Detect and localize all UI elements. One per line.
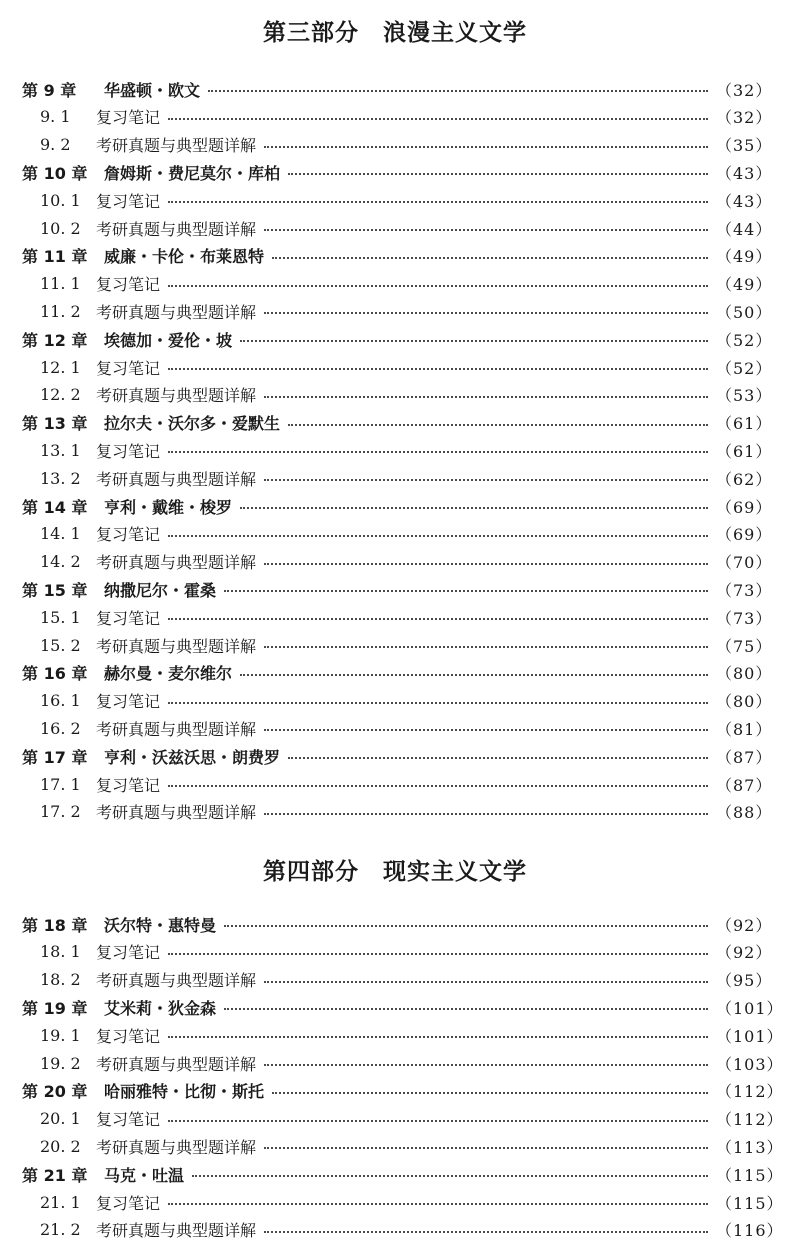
dot-leader <box>168 1203 708 1205</box>
dot-leader <box>168 953 708 955</box>
page-number: （73） <box>716 608 773 628</box>
dot-leader <box>264 229 708 231</box>
section-title: 考研真题与典型题详解 <box>96 553 257 573</box>
chapter-number: 第 19 章 <box>22 998 88 1018</box>
page-number: （81） <box>716 719 773 739</box>
section-title: 复习笔记 <box>96 608 161 628</box>
chapter-number: 第 16 章 <box>22 664 88 684</box>
chapter-title: 艾米莉・狄金森 <box>104 998 217 1018</box>
page-number: （87） <box>716 747 773 767</box>
section-number: 15. 1 <box>40 607 81 627</box>
section-number: 9. 1 <box>40 107 71 127</box>
section-number: 9. 2 <box>40 135 71 155</box>
chapter-title: 马克・吐温 <box>104 1165 185 1185</box>
chapter-title: 亨利・沃兹沃思・朗费罗 <box>104 747 281 767</box>
dot-leader <box>288 173 708 175</box>
dot-leader <box>264 563 708 565</box>
section-title: 复习笔记 <box>96 358 161 378</box>
dot-leader <box>168 201 708 203</box>
dot-leader <box>264 396 708 398</box>
dot-leader <box>264 479 708 481</box>
section-number: 12. 2 <box>40 385 81 405</box>
dot-leader <box>240 340 708 342</box>
toc-section-entry[interactable] <box>22 716 773 740</box>
section-number: 18. 2 <box>40 970 81 990</box>
section-number: 20. 2 <box>40 1136 81 1156</box>
section-title: 复习笔记 <box>96 1193 161 1213</box>
chapter-title: 詹姆斯・费尼莫尔・库柏 <box>104 163 281 183</box>
page-number: （80） <box>716 664 773 684</box>
dot-leader <box>224 1008 708 1010</box>
page-number: （69） <box>716 525 773 545</box>
page-number: （62） <box>716 469 773 489</box>
chapter-number: 第 21 章 <box>22 1165 88 1185</box>
dot-leader <box>168 618 708 620</box>
toc-section-entry[interactable] <box>22 1218 784 1242</box>
toc-chapter-entry[interactable] <box>22 327 773 351</box>
toc-section-entry[interactable] <box>22 605 773 629</box>
dot-leader <box>168 1120 708 1122</box>
toc-section-entry[interactable] <box>22 216 773 240</box>
dot-leader <box>264 729 708 731</box>
page-number: （32） <box>716 80 773 100</box>
section-number: 18. 1 <box>40 942 81 962</box>
section-number: 17. 2 <box>40 802 81 822</box>
section-title: 复习笔记 <box>96 775 161 795</box>
toc-section-entry[interactable] <box>22 550 773 574</box>
toc-section-entry[interactable] <box>22 1107 784 1131</box>
section-number: 11. 1 <box>40 274 81 294</box>
chapter-title: 华盛顿・欧文 <box>104 80 201 100</box>
page-number: （92） <box>716 943 773 963</box>
section-number: 16. 1 <box>40 691 81 711</box>
section-number: 21. 1 <box>40 1192 81 1212</box>
page-number: （52） <box>716 358 773 378</box>
page-number: （92） <box>716 915 773 935</box>
toc-section-entry[interactable] <box>22 272 773 296</box>
section-title: 复习笔记 <box>96 108 161 128</box>
dot-leader <box>264 312 708 314</box>
page-number: （69） <box>716 497 773 517</box>
toc-section-entry[interactable] <box>22 689 773 713</box>
page-number: （75） <box>716 636 773 656</box>
chapter-number: 第 9 章 <box>22 80 77 100</box>
page-number: （88） <box>716 803 773 823</box>
toc-section-entry[interactable] <box>22 133 773 157</box>
page-number: （49） <box>716 247 773 267</box>
section-title: 考研真题与典型题详解 <box>96 803 257 823</box>
part-4-title: 第四部分 现实主义文学 <box>263 858 527 885</box>
section-title: 复习笔记 <box>96 191 161 211</box>
dot-leader <box>168 785 708 787</box>
chapter-title: 拉尔夫・沃尔多・爱默生 <box>104 414 281 434</box>
section-title: 考研真题与典型题详解 <box>96 971 257 991</box>
page-number: （73） <box>716 580 773 600</box>
dot-leader <box>264 1231 708 1233</box>
page-number: （32） <box>716 108 773 128</box>
toc-section-entry[interactable] <box>22 940 773 964</box>
section-title: 复习笔记 <box>96 441 161 461</box>
page-number: （80） <box>716 692 773 712</box>
chapter-title: 纳撒尼尔・霍桑 <box>104 580 217 600</box>
dot-leader <box>224 925 708 927</box>
toc-chapter-entry[interactable] <box>22 1079 784 1103</box>
section-title: 考研真题与典型题详解 <box>96 1137 257 1157</box>
toc-section-entry[interactable] <box>22 299 773 323</box>
section-number: 19. 1 <box>40 1025 81 1045</box>
section-title: 复习笔记 <box>96 525 161 545</box>
dot-leader <box>288 424 708 426</box>
chapter-title: 亨利・戴维・梭罗 <box>104 497 233 517</box>
toc-section-entry[interactable] <box>22 466 773 490</box>
section-title: 考研真题与典型题详解 <box>96 636 257 656</box>
part-3-title: 第三部分 浪漫主义文学 <box>263 19 527 46</box>
section-title: 考研真题与典型题详解 <box>96 469 257 489</box>
page-number: （35） <box>716 136 773 156</box>
toc-section-entry[interactable] <box>22 438 773 462</box>
page-number: （50） <box>716 302 773 322</box>
section-title: 考研真题与典型题详解 <box>96 302 257 322</box>
dot-leader <box>168 368 708 370</box>
section-title: 复习笔记 <box>96 692 161 712</box>
section-number: 20. 1 <box>40 1109 81 1129</box>
chapter-title: 沃尔特・惠特曼 <box>104 915 217 935</box>
section-title: 复习笔记 <box>96 1026 161 1046</box>
page-number: （44） <box>716 219 773 239</box>
page-number: （113） <box>716 1137 784 1157</box>
dot-leader <box>240 674 708 676</box>
dot-leader <box>168 451 708 453</box>
section-title: 考研真题与典型题详解 <box>96 1221 257 1241</box>
dot-leader <box>224 590 708 592</box>
dot-leader <box>272 1092 708 1094</box>
toc-section-entry[interactable] <box>22 188 773 212</box>
toc-section-entry[interactable] <box>22 1134 784 1158</box>
page-number: （115） <box>716 1193 784 1213</box>
page-number: （112） <box>716 1082 784 1102</box>
chapter-number: 第 14 章 <box>22 497 88 517</box>
dot-leader <box>264 813 708 815</box>
toc-chapter-entry[interactable] <box>22 577 773 601</box>
section-number: 16. 2 <box>40 718 81 738</box>
section-number: 19. 2 <box>40 1053 81 1073</box>
toc-section-entry[interactable] <box>22 383 773 407</box>
dot-leader <box>168 118 708 120</box>
page-number: （53） <box>716 386 773 406</box>
section-number: 10. 2 <box>40 218 81 238</box>
toc-section-entry[interactable] <box>22 772 773 796</box>
toc-chapter-entry[interactable] <box>22 661 773 685</box>
section-number: 13. 2 <box>40 468 81 488</box>
chapter-title: 埃德加・爱伦・坡 <box>104 330 233 350</box>
toc-chapter-entry[interactable] <box>22 411 773 435</box>
dot-leader <box>168 285 708 287</box>
toc-section-entry[interactable] <box>22 1051 784 1075</box>
dot-leader <box>264 981 708 983</box>
toc-section-entry[interactable] <box>22 633 773 657</box>
chapter-number: 第 13 章 <box>22 414 88 434</box>
section-number: 17. 1 <box>40 774 81 794</box>
chapter-number: 第 11 章 <box>22 247 88 267</box>
dot-leader <box>168 1036 708 1038</box>
toc-chapter-entry[interactable] <box>22 494 773 518</box>
page-number: （70） <box>716 553 773 573</box>
toc-section-entry[interactable] <box>22 968 773 992</box>
chapter-number: 第 18 章 <box>22 915 88 935</box>
page-number: （101） <box>716 998 784 1018</box>
section-number: 13. 1 <box>40 440 81 460</box>
toc-chapter-entry[interactable] <box>22 1162 784 1186</box>
section-title: 考研真题与典型题详解 <box>96 219 257 239</box>
section-number: 21. 2 <box>40 1220 81 1240</box>
dot-leader <box>264 646 708 648</box>
page-number: （43） <box>716 163 773 183</box>
section-number: 11. 2 <box>40 301 81 321</box>
dot-leader <box>264 1147 708 1149</box>
section-title: 考研真题与典型题详解 <box>96 719 257 739</box>
dot-leader <box>192 1175 708 1177</box>
toc-section-entry[interactable] <box>22 105 773 129</box>
page-number: （112） <box>716 1110 784 1130</box>
section-number: 10. 1 <box>40 190 81 210</box>
section-title: 复习笔记 <box>96 275 161 295</box>
section-title: 复习笔记 <box>96 1110 161 1130</box>
page-number: （87） <box>716 775 773 795</box>
section-number: 14. 1 <box>40 524 81 544</box>
dot-leader <box>240 507 708 509</box>
dot-leader <box>208 90 708 92</box>
toc-chapter-entry[interactable] <box>22 77 773 101</box>
section-number: 15. 2 <box>40 635 81 655</box>
section-title: 复习笔记 <box>96 943 161 963</box>
chapter-number: 第 15 章 <box>22 580 88 600</box>
chapter-title: 赫尔曼・麦尔维尔 <box>104 664 233 684</box>
chapter-number: 第 20 章 <box>22 1082 88 1102</box>
dot-leader <box>264 1064 708 1066</box>
toc-chapter-entry[interactable] <box>22 244 773 268</box>
chapter-number: 第 10 章 <box>22 163 88 183</box>
dot-leader <box>288 757 708 759</box>
section-title: 考研真题与典型题详解 <box>96 386 257 406</box>
chapter-number: 第 17 章 <box>22 747 88 767</box>
page-number: （115） <box>716 1165 784 1185</box>
page-number: （61） <box>716 414 773 434</box>
page-number: （101） <box>716 1026 784 1046</box>
page-number: （116） <box>716 1221 784 1241</box>
page-number: （49） <box>716 275 773 295</box>
section-number: 12. 1 <box>40 357 81 377</box>
dot-leader <box>264 146 708 148</box>
dot-leader <box>272 257 708 259</box>
toc-chapter-entry[interactable] <box>22 995 784 1019</box>
toc-section-entry[interactable] <box>22 1190 784 1214</box>
section-title: 考研真题与典型题详解 <box>96 136 257 156</box>
chapter-number: 第 12 章 <box>22 330 88 350</box>
page-number: （95） <box>716 971 773 991</box>
dot-leader <box>168 535 708 537</box>
section-title: 考研真题与典型题详解 <box>96 1054 257 1074</box>
toc-chapter-entry[interactable] <box>22 744 773 768</box>
toc-section-entry[interactable] <box>22 355 773 379</box>
toc-section-entry[interactable] <box>22 1023 784 1047</box>
section-number: 14. 2 <box>40 552 81 572</box>
toc-chapter-entry[interactable] <box>22 160 773 184</box>
dot-leader <box>168 702 708 704</box>
page-number: （103） <box>716 1054 784 1074</box>
chapter-title: 威廉・卡伦・布莱恩特 <box>104 247 265 267</box>
page-number: （52） <box>716 330 773 350</box>
page-number: （61） <box>716 441 773 461</box>
toc-section-entry[interactable] <box>22 800 773 824</box>
toc-section-entry[interactable] <box>22 522 773 546</box>
toc-chapter-entry[interactable] <box>22 912 773 936</box>
page-number: （43） <box>716 191 773 211</box>
chapter-title: 哈丽雅特・比彻・斯托 <box>104 1082 265 1102</box>
